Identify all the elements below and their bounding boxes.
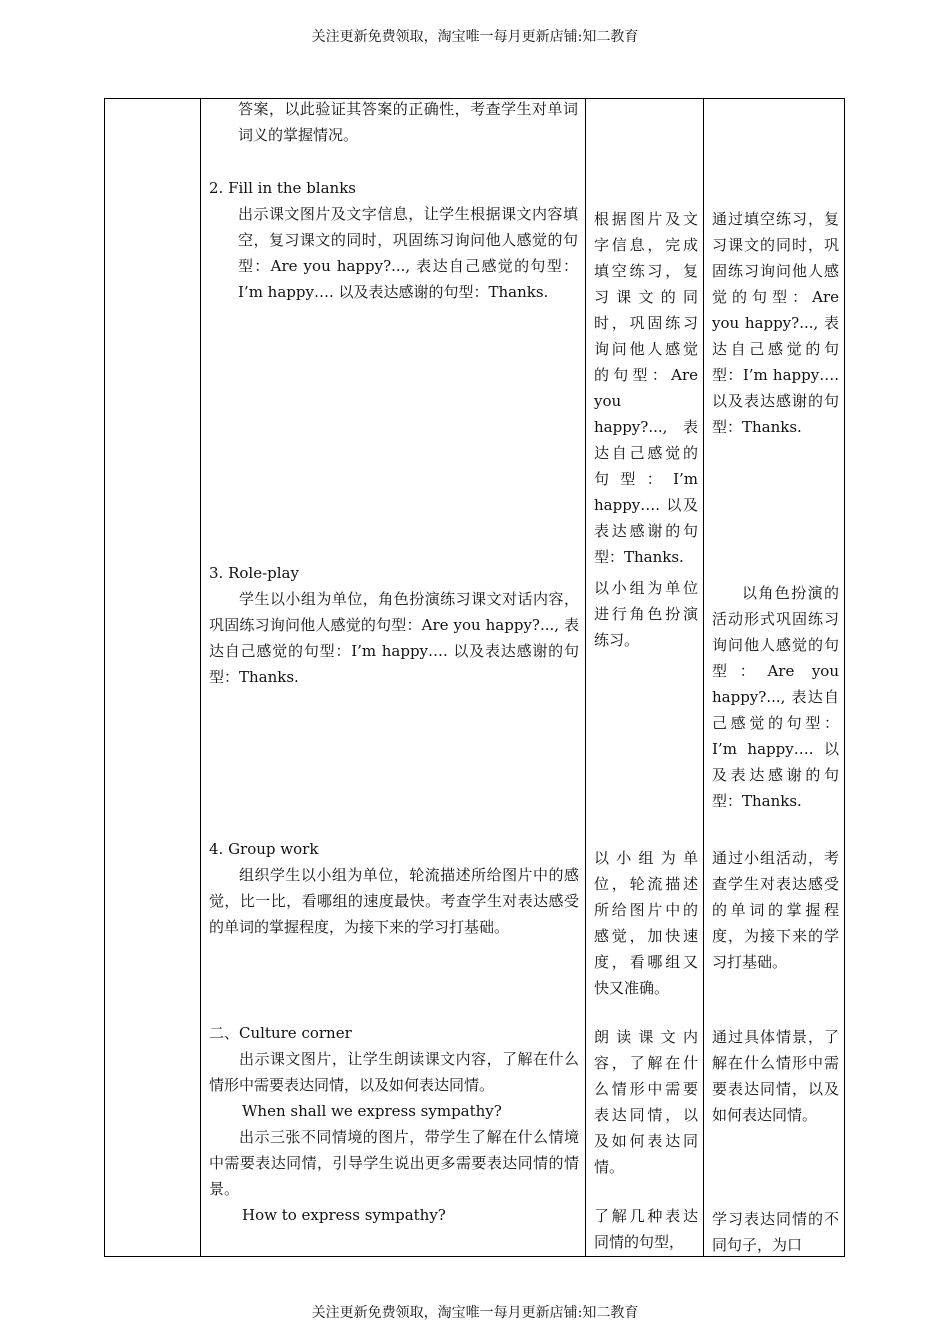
design-purpose: 通过具体情景，了解在什么情形中需要表达同情，以及如何表达同情。	[712, 1028, 839, 1124]
student-activity: 了解几种表达同情的句型，	[594, 1207, 698, 1251]
student-activity: 根据图片及文字信息，完成填空练习，复习课文的同时，巩固练习询问他人感觉的句型：Are you happy?..., 表达自己感觉的句型：I’m happy…. 以及表达感谢的句型：Thanks.	[594, 210, 698, 566]
activity-text: 出示课文图片及文字信息，让学生根据课文内容填空，复习课文的同时，巩固练习询问他人感觉的句型：Are you happy?..., 表达自己感觉的句型：I’m happy…. 以及表达感谢的句型：Thanks.	[238, 205, 578, 301]
section-title: 2. Fill in the blanks	[209, 179, 356, 197]
design-purpose: 通过小组活动，考查学生对表达感受的单词的掌握程度，为接下来的学习打基础。	[712, 849, 839, 971]
page-footer: 关注更新免费领取，淘宝唯一每月更新店铺:知二教育	[311, 1305, 639, 1321]
column-divider	[585, 99, 586, 1256]
column-divider	[703, 99, 704, 1256]
activity-text: 出示课文图片，让学生朗读课文内容，了解在什么情形中需要表达同情，以及如何表达同情。 When shall we express sympathy? 出示三张不同情境的图片，带学生了解在什么情境中需要表达同情，引导学生说出更多需要表达同情的情景。 How to express sympathy?	[209, 1050, 579, 1224]
design-purpose: 通过填空练习，复习课文的同时，巩固练习询问他人感觉的句型：Are you happy?..., 表达自己感觉的句型：I’m happy…. 以及表达感谢的句型：Thanks.	[712, 210, 839, 436]
section-title: 二、Culture corner	[209, 1024, 352, 1042]
activity-text: 学生以小组为单位，角色扮演练习课文对话内容，巩固练习询问他人感觉的句型：Are you happy?..., 表达自己感觉的句型：I’m happy…. 以及表达感谢的句型：Thanks.	[209, 590, 579, 686]
activity-text: 组织学生以小组为单位，轮流描述所给图片中的感觉，比一比，看哪组的速度最快。考查学生对表达感受的单词的掌握程度，为接下来的学习打基础。	[209, 866, 579, 936]
student-activity: 以小组为单位进行角色扮演练习。	[594, 579, 698, 649]
student-activity: 朗读课文内容，了解在什么情形中需要表达同情，以及如何表达同情。	[594, 1028, 698, 1176]
student-activity: 以小组为单位，轮流描述所给图片中的感觉，加快速度，看哪组又快又准确。	[594, 849, 698, 997]
design-purpose: 学习表达同情的不同句子，为口	[712, 1210, 839, 1254]
lesson-table	[104, 98, 845, 1257]
activity-text: 答案，以此验证其答案的正确性，考查学生对单词词义的掌握情况。	[238, 100, 578, 144]
page-header: 关注更新免费领取，淘宝唯一每月更新店铺:知二教育	[311, 29, 639, 45]
column-divider	[200, 99, 201, 1256]
design-purpose: 以角色扮演的活动形式巩固练习询问他人感觉的句型：Are you happy?..., 表达自己感觉的句型：I’m happy…. 以及表达感谢的句型：Thanks.	[712, 584, 839, 810]
section-title: 3. Role-play	[209, 564, 299, 582]
section-title: 4. Group work	[209, 840, 319, 858]
